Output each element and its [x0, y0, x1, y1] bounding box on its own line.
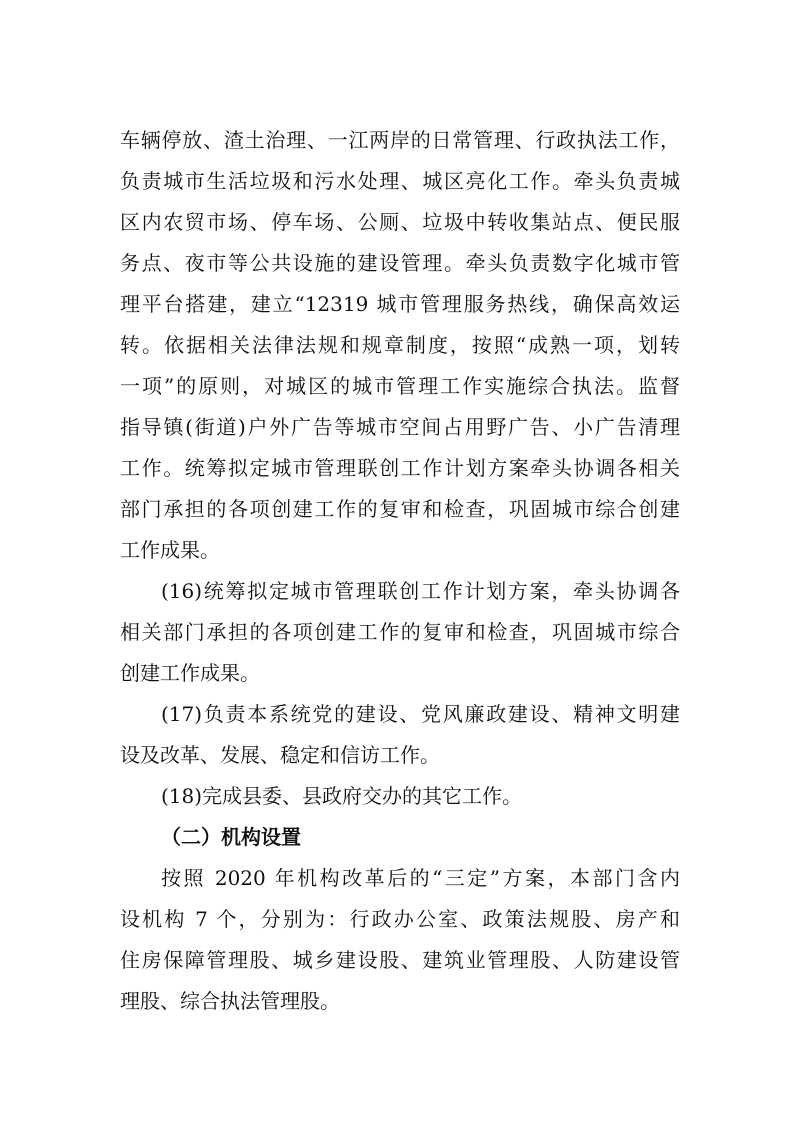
paragraph-line: (16)统筹拟定城市管理联创工作计划方案，牵头协调各 [161, 579, 680, 603]
paragraph-line: 区内农贸市场、停车场、公厕、垃圾中转收集站点、便民服 [120, 210, 680, 234]
paragraph-line: 指导镇(街道)户外广告等城市空间占用野广告、小广告清理 [120, 415, 680, 439]
paragraph-line: 工作成果。 [120, 538, 220, 562]
paragraph-line: 按照 2020 年机构改革后的“三定”方案，本部门含内 [161, 866, 680, 890]
paragraph-line: 相关部门承担的各项创建工作的复审和检查，巩固城市综合 [120, 620, 680, 644]
paragraph-line: 理平台搭建，建立“12319 城市管理服务热线，确保高效运 [120, 292, 680, 316]
paragraph-line: 务点、夜市等公共设施的建设管理。牵头负责数字化城市管 [120, 251, 680, 275]
paragraph-line: 创建工作成果。 [120, 661, 260, 685]
paragraph-line: 转。依据相关法律法规和规章制度，按照“成熟一项，划转 [120, 333, 680, 357]
paragraph-line: 住房保障管理股、城乡建设股、建筑业管理股、人防建设管 [120, 948, 680, 972]
paragraph-line: 理股、综合执法管理股。 [120, 989, 340, 1013]
paragraph-line: 一项”的原则，对城区的城市管理工作实施综合执法。监督 [120, 374, 680, 398]
paragraph-line: (17)负责本系统党的建设、党风廉政建设、精神文明建 [161, 702, 680, 726]
paragraph-line: 设机构 7 个，分别为：行政办公室、政策法规股、房产和 [120, 907, 680, 931]
paragraph-line: 部门承担的各项创建工作的复审和检查，巩固城市综合创建 [120, 497, 680, 521]
paragraph-line: (18)完成县委、县政府交办的其它工作。 [161, 784, 523, 808]
paragraph-line: 工作。统筹拟定城市管理联创工作计划方案牵头协调各相关 [120, 456, 680, 480]
section-heading: （二）机构设置 [161, 825, 301, 849]
paragraph-line: 设及改革、发展、稳定和信访工作。 [120, 743, 440, 767]
paragraph-line: 车辆停放、渣土治理、一江两岸的日常管理、行政执法工作， [120, 128, 680, 152]
paragraph-line: 负责城市生活垃圾和污水处理、城区亮化工作。牵头负责城 [120, 169, 680, 193]
